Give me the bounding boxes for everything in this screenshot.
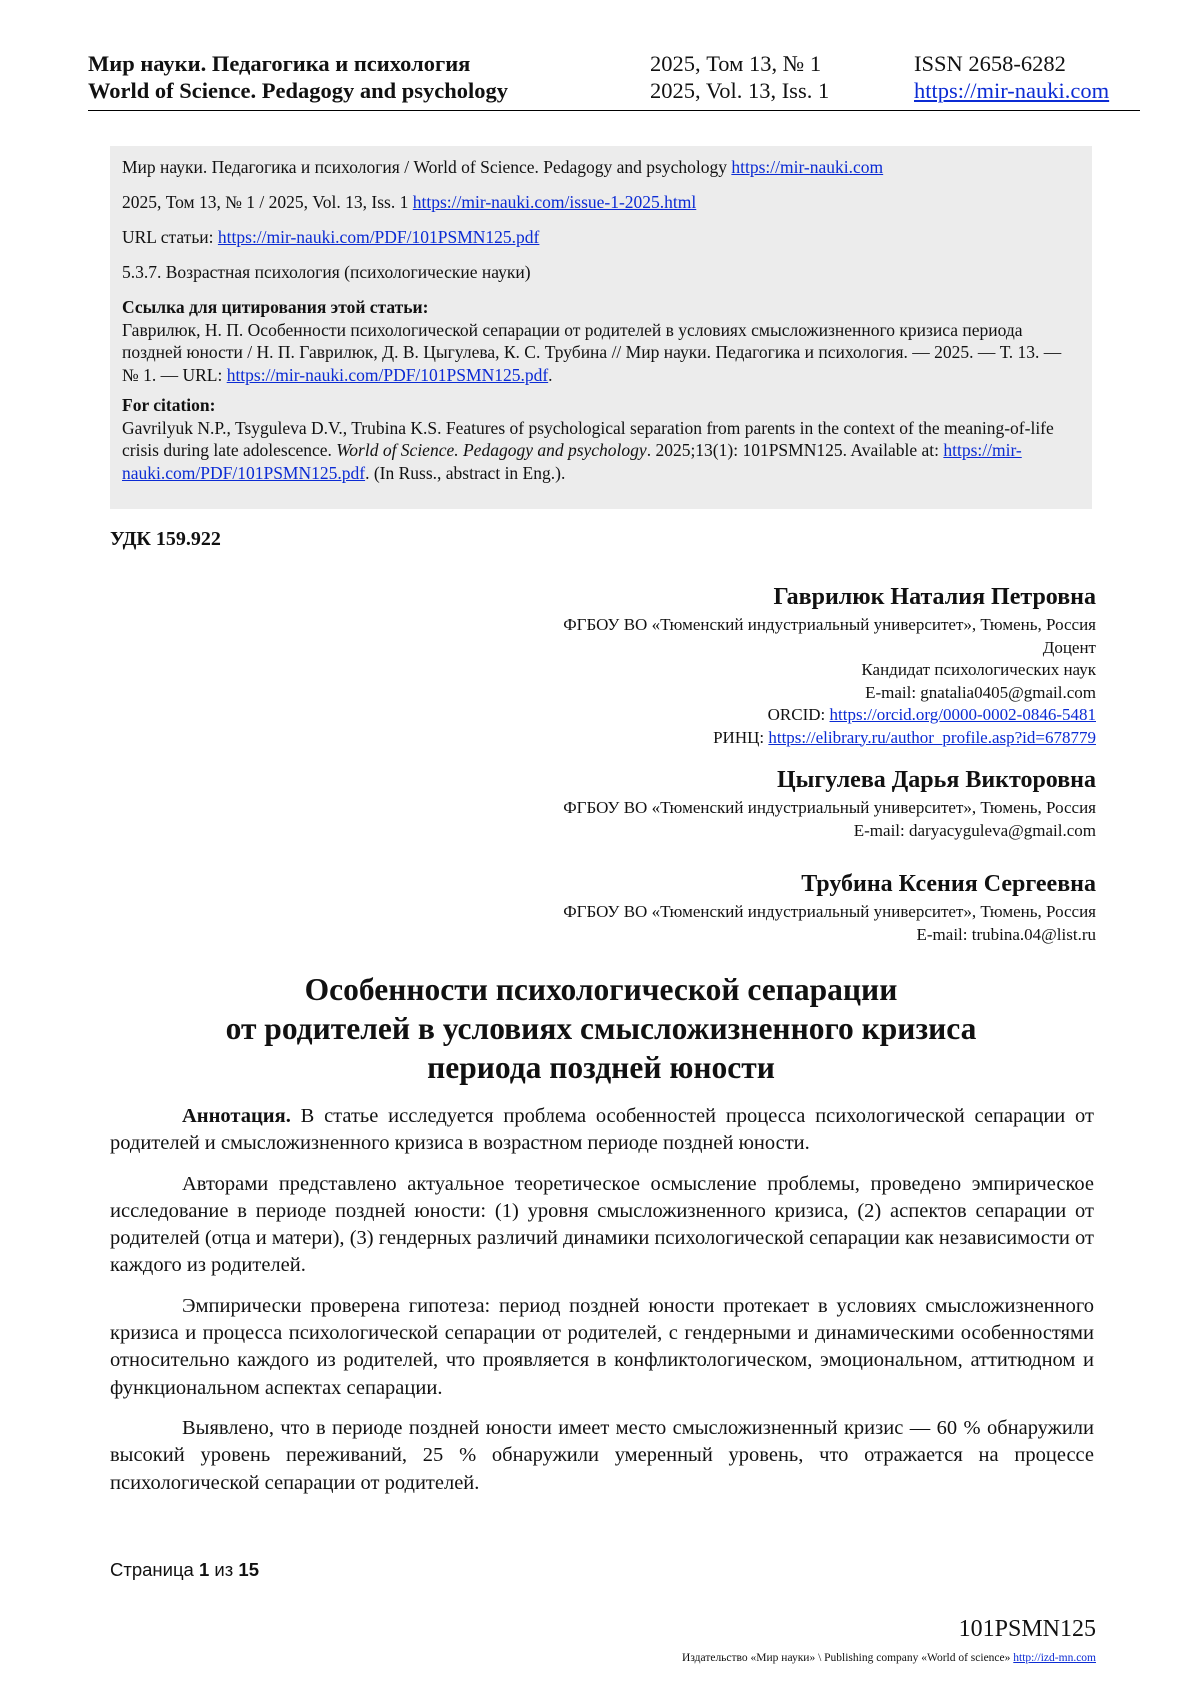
citation-issue-text: 2025, Том 13, № 1 / 2025, Vol. 13, Iss. 1	[122, 192, 413, 212]
abstract-paragraph-1	[110, 1103, 1094, 1158]
rinc-label: РИНЦ:	[713, 727, 769, 747]
abstract-paragraph-4: Выявлено, что в периоде поздней юности имеет место смысложизненный кризис — 60 % обнаружили высокий уровень переживаний, 25 % обнаружили умеренный уровень, что отражается на процессе психологической сепарации от родителей.	[110, 1416, 1094, 1494]
title-line-1: Особенности психологической сепарации	[304, 972, 898, 1007]
citation-ru-text: Гаврилюк, Н. П. Особенности психологической сепарации от родителей в условиях смысложизненного кризиса периода поздней юности / Н. П. Гаврилюк, Д. В. Цыгулева, К. С. Трубина // Мир науки. Педагогика и психология. — 2025. — Т. 13. — № 1. — URL:	[122, 319, 1062, 385]
author-block-1	[563, 582, 1096, 749]
abstract-label: Аннотация.	[182, 1105, 291, 1127]
citation-en-text-wrap	[122, 417, 1080, 485]
title-line-2: от родителей в условиях смысложизненного кризиса	[225, 1011, 977, 1046]
author-affiliation: ФГБОУ ВО «Тюменский индустриальный университет», Тюмень, Россия	[563, 902, 1096, 921]
author-block-3	[563, 869, 1096, 946]
citation-en-link[interactable]: https://mir-nauki.com/PDF/101PSMN125.pdf	[122, 440, 1022, 483]
citation-en-tail: . (In Russ., abstract in Eng.).	[365, 462, 566, 483]
journal-name-ru: Мир науки. Педагогика и психология	[88, 51, 471, 76]
page-word: Страница	[110, 1559, 199, 1580]
citation-ru-tail: .	[548, 364, 553, 385]
abstract-paragraph-2: Авторами представлено актуальное теоретическое осмысление проблемы, проведено эмпирическое исследование в периоде поздней юности: (1) уровня смысложизненного кризиса, (2) аспектов сепарации от родителей (отца и матери), (3) гендерных различий динамики психологической сепарации как независимости от каждого из родителей.	[110, 1172, 1094, 1277]
article-title	[110, 970, 1092, 1087]
citation-en-text-2: . 2025;13(1): 101PSMN125. Available at:	[646, 440, 944, 460]
issue-en: 2025, Vol. 13, Iss. 1	[650, 78, 830, 103]
abstract-p1-text: В статье исследуется проблема особенностей процесса психологической сепарации от родителей и смысложизненного кризиса в возрастном периоде поздней юности.	[110, 1105, 1094, 1155]
publisher-link[interactable]: http://izd-mn.com	[1013, 1652, 1096, 1664]
citation-journal-link[interactable]: https://mir-nauki.com	[731, 157, 884, 177]
citation-ru-text-wrap	[122, 319, 1080, 387]
citation-en-journal: World of Science. Pedagogy and psychology	[336, 440, 647, 460]
citation-issue-link[interactable]: https://mir-nauki.com/issue-1-2025.html	[412, 192, 697, 212]
citation-ru-block	[122, 296, 1080, 386]
author-degree: Кандидат психологических наук	[861, 660, 1096, 679]
author-name: Цыгулева Дарья Викторовна	[777, 767, 1096, 793]
author-name: Гаврилюк Наталия Петровна	[773, 584, 1096, 610]
page-number	[110, 1559, 259, 1581]
citation-specialty: 5.3.7. Возрастная психология (психологические науки)	[122, 262, 531, 282]
title-line-3: периода поздней юности	[427, 1050, 775, 1085]
udk-code: УДК 159.922	[110, 528, 221, 550]
citation-en-block	[122, 394, 1080, 484]
orcid-link[interactable]: https://orcid.org/0000-0002-0846-5481	[829, 705, 1096, 724]
author-email: E-mail: gnatalia0405@gmail.com	[865, 682, 1096, 702]
author-affiliation: ФГБОУ ВО «Тюменский индустриальный университет», Тюмень, Россия	[563, 798, 1096, 817]
rinc-link[interactable]: https://elibrary.ru/author_profile.asp?id=678779	[768, 727, 1096, 747]
author-block-2	[563, 765, 1096, 842]
author-name: Трубина Ксения Сергеевна	[801, 871, 1096, 897]
citation-box	[110, 146, 1092, 509]
abstract	[110, 1103, 1094, 1510]
page-total: 15	[238, 1559, 259, 1580]
citation-article-link[interactable]: https://mir-nauki.com/PDF/101PSMN125.pdf	[217, 227, 540, 247]
header-divider	[88, 110, 1140, 111]
issn: ISSN 2658-6282	[914, 51, 1066, 76]
publisher-text: Издательство «Мир науки» \ Publishing company «World of science»	[682, 1652, 1014, 1664]
citation-ru-link[interactable]: https://mir-nauki.com/PDF/101PSMN125.pdf	[226, 364, 549, 385]
journal-site-link[interactable]: https://mir-nauki.com	[914, 78, 1110, 103]
author-email: E-mail: trubina.04@list.ru	[916, 924, 1096, 944]
citation-url-line	[122, 226, 1080, 249]
orcid-label: ORCID:	[767, 705, 830, 724]
page-of: из	[209, 1559, 239, 1580]
abstract-paragraph-3: Эмпирически проверена гипотеза: период поздней юности протекает в условиях смысложизненного кризиса и процесса психологической сепарации от родителей, с гендерными и динамическими особенностями относительно каждого из родителей, что проявляется в конфликтологическом, эмоциональном, аттитюдном и функциональном аспектах сепарации.	[110, 1294, 1094, 1399]
issue-ru: 2025, Том 13, № 1	[650, 51, 822, 76]
author-position: Доцент	[1042, 637, 1096, 657]
citation-journal-text: Мир науки. Педагогика и психология / World of Science. Pedagogy and psychology	[122, 157, 732, 177]
journal-name-en: World of Science. Pedagogy and psychology	[88, 78, 509, 103]
article-id: 101PSMN125	[958, 1616, 1096, 1642]
citation-journal-line	[122, 156, 1080, 179]
publisher-line	[682, 1652, 1096, 1664]
author-rinc	[563, 727, 1096, 750]
journal-header	[88, 50, 1138, 104]
citation-url-label: URL статьи:	[122, 227, 218, 247]
author-email: E-mail: daryacyguleva@gmail.com	[853, 820, 1096, 840]
citation-ru-label: Ссылка для цитирования этой статьи:	[122, 297, 429, 317]
citation-en-label: For citation:	[122, 395, 216, 415]
citation-issue-line	[122, 191, 1080, 214]
author-affiliation: ФГБОУ ВО «Тюменский индустриальный университет», Тюмень, Россия	[563, 615, 1096, 634]
page-current: 1	[199, 1559, 210, 1580]
author-orcid	[563, 704, 1096, 727]
citation-en-text-1: Gavrilyuk N.P., Tsyguleva D.V., Trubina K.S. Features of psychological separation from parents in the context of the meaning-of-life crisis during late adolescence.	[122, 417, 1054, 460]
